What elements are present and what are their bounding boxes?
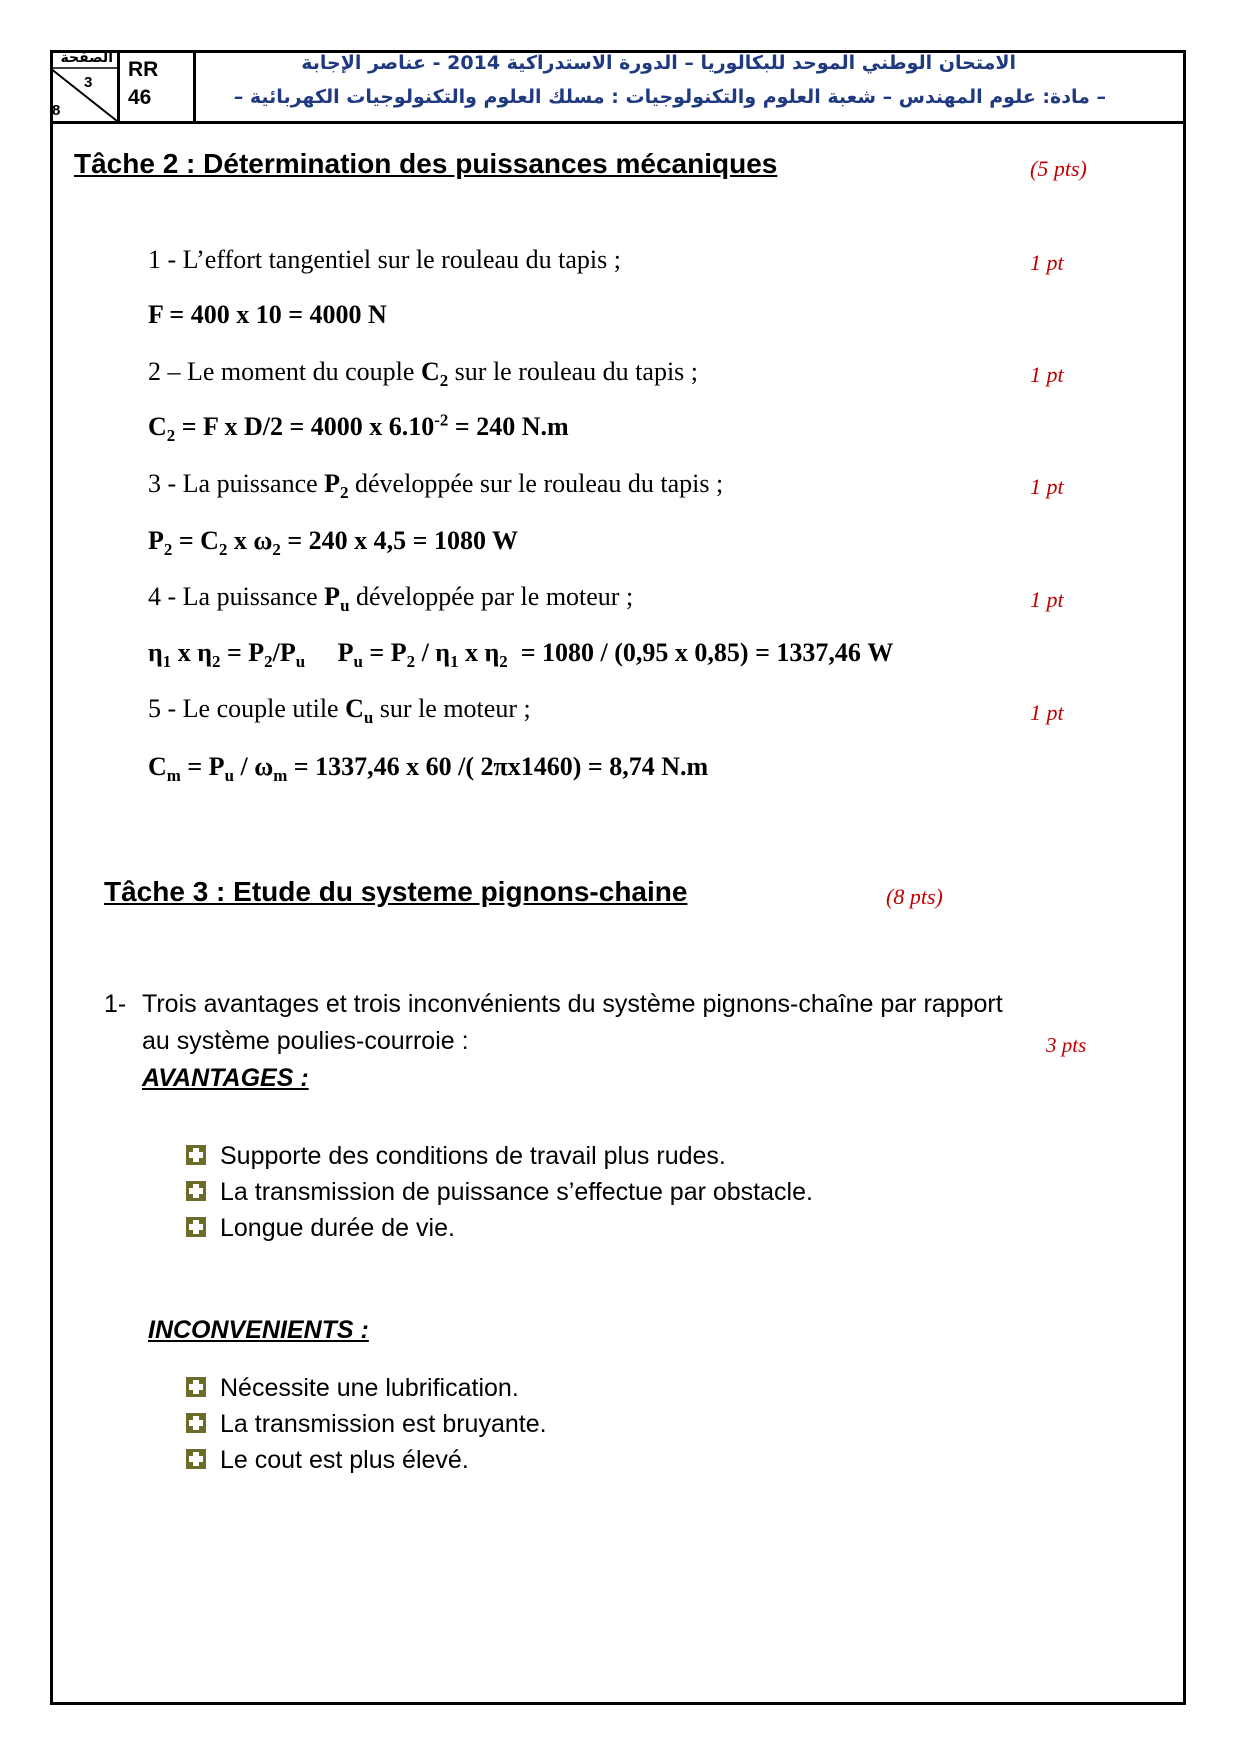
exam-header [50, 50, 1186, 124]
bullet-icon [186, 1217, 206, 1237]
exam-code-box [120, 50, 196, 121]
task2-q5-text: 5 - Le couple utile $C_u$ sur le moteur ; [148, 694, 531, 728]
bullet-icon [186, 1145, 206, 1165]
exam-subject-arabic: – مادة: علوم المهندس – شعبة العلوم والتكنولوجيات : مسلك العلوم والتكنولوجيات الكهربائية – [233, 86, 1106, 108]
bullet-icon [186, 1413, 206, 1433]
task2-q1-text: 1 - L’effort tangentiel sur le rouleau du tapis ; [148, 245, 621, 274]
task3-title: Tâche 3 : Etude du systeme pignons-chaine [104, 876, 688, 907]
task2-q1-formula: F = 400 x 10 = 4000 N [148, 300, 387, 329]
task3-q1-line1: Trois avantages et trois inconvénients du système pignons-chaîne par rapport [142, 990, 1003, 1018]
bullet-icon [186, 1377, 206, 1397]
page-current: 3 [84, 74, 93, 91]
task2-points: (5 pts) [1030, 156, 1087, 181]
task2-q2-formula: $C_2 = F$ x D/2 = 4000 x $6.10^{-2} = 240$ N.m [148, 410, 569, 446]
task2-q3-formula: $P_2 = C_2$ x $\omega_2 = 240$ x 4,5 = 1080 W [148, 526, 519, 560]
advantage-item: Supporte des conditions de travail plus rudes. [186, 1142, 726, 1172]
task2-q4-formula: $\eta_1$ x $\eta_2 = P_2/P_u$ $P_u = P_2 / \eta_1$ x $\eta_2 = 1080 / (0,95$ x 0,85) = 1337,46 W [148, 638, 894, 672]
disadvantage-item: Nécessite une lubrification. [186, 1374, 519, 1404]
page-label: الصفحة [60, 50, 113, 66]
disadvantage-item: La transmission est bruyante. [186, 1410, 547, 1440]
task2-q4-text: 4 - La puissance $P_u$ développée par le moteur ; [148, 582, 634, 616]
page-total: 8 [52, 102, 61, 119]
bullet-icon [186, 1449, 206, 1469]
task2-q5-formula: $C_m = P_u / \omega_m = 1337,46$ x 60 /( 2πx1460) = 8,74 N.m [148, 752, 709, 786]
task3-points: (8 pts) [886, 884, 943, 909]
task2-q3-points: 1 pt [1030, 474, 1064, 499]
task2-q3-text: 3 - La puissance $P_2$ développée sur le rouleau du tapis ; [148, 469, 724, 503]
task2-q1-points: 1 pt [1030, 250, 1064, 275]
advantage-item: La transmission de puissance s’effectue par obstacle. [186, 1178, 813, 1208]
task2-q4-points: 1 pt [1030, 587, 1064, 612]
bullet-icon [186, 1181, 206, 1201]
advantage-item: Longue durée de vie. [186, 1214, 455, 1244]
page-number-box [50, 50, 120, 121]
exam-code-line1: RR [128, 58, 159, 81]
disadvantages-heading: INCONVENIENTS : [148, 1316, 369, 1344]
exam-code-line2: 46 [128, 86, 152, 109]
task2-q2-text: 2 – Le moment du couple $C_2$ sur le rouleau du tapis ; [148, 357, 699, 391]
task3-q1-number: 1- [104, 990, 127, 1018]
task2-title: Tâche 2 : Détermination des puissances mécaniques [74, 148, 778, 179]
task3-q1-line2: au système poulies-courroie : [142, 1027, 469, 1055]
task3-q1-points: 3 pts [1046, 1033, 1087, 1057]
task2-q2-points: 1 pt [1030, 362, 1064, 387]
disadvantage-item: Le cout est plus élevé. [186, 1446, 469, 1476]
exam-title-arabic: الامتحان الوطني الموحد للبكالوريا – الدورة الاستدراكية 2014 - عناصر الإجابة [301, 52, 1016, 74]
task2-q5-points: 1 pt [1030, 700, 1064, 725]
advantages-heading: AVANTAGES : [142, 1064, 309, 1092]
